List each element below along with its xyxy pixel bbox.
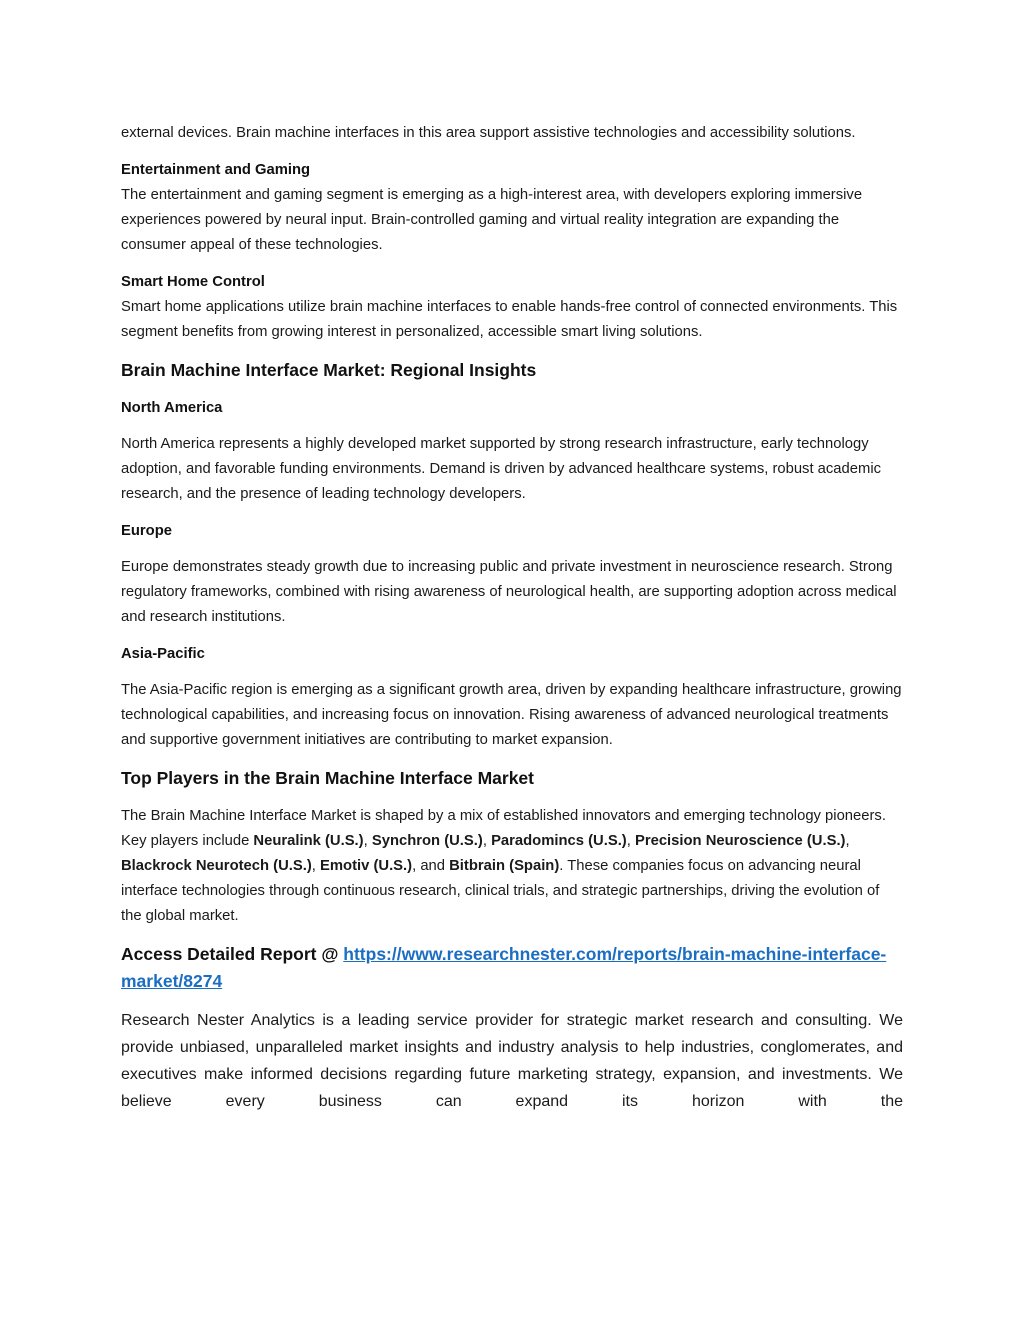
heading-smart-home-control: Smart Home Control: [121, 274, 265, 290]
top-players-text-segment: ,: [363, 833, 372, 849]
paragraph-asia-pacific: The Asia-Pacific region is emerging as a significant growth area, driven by expanding healthcare infrastructure, growing technological capabilities, and increasing focus on innovation. Rising awareness of advanced neurological treatments and supportive government initiatives are contributing to market expansion.: [121, 682, 902, 748]
company-name-neuralink: Neuralink (U.S.): [253, 833, 364, 849]
paragraph-north-america: North America represents a highly developed market supported by strong research infrastructure, early technology adoption, and favorable funding environments. Demand is driven by advanced healthcare systems, robust academic research, and the presence of leading technology developers.: [121, 436, 882, 502]
company-name-synchron: Synchron (U.S.): [371, 833, 483, 849]
continuation-paragraph: external devices. Brain machine interfaces in this area support assistive technologies and accessibility solutions.: [121, 125, 856, 141]
company-name-precision-neuroscience: Precision Neuroscience (U.S.): [634, 833, 846, 849]
company-name-paradomincs: Paradomincs (U.S.): [491, 833, 627, 849]
subheading-asia-pacific: Asia-Pacific: [121, 646, 205, 662]
access-report-heading: [121, 941, 903, 995]
company-name-bitbrain: Bitbrain (Spain): [449, 858, 560, 874]
top-players-text-segment: ,: [311, 858, 321, 874]
paragraph-about-research-nester: Research Nester Analytics is a leading service provider for strategic market research and consulting. We provide unbiased, unparalleled market insights and industry analysis to help industries, conglomerates, and executives make informed decisions regarding future marketing strategy, expansion, and investments. We believe every business can expand its horizon with the: [121, 1012, 903, 1110]
top-players-text-segment: , and: [412, 858, 450, 874]
company-name-emotiv: Emotiv (U.S.): [320, 858, 413, 874]
top-players-text-segment: ,: [845, 833, 850, 849]
paragraph-entertainment-and-gaming: The entertainment and gaming segment is emerging as a high-interest area, with developers exploring immersive experiences powered by neural input. Brain-controlled gaming and virtual reality integration are expanding the consumer appeal of these technologies.: [121, 187, 863, 253]
paragraph-europe: Europe demonstrates steady growth due to increasing public and private investment in neuroscience research. Strong regulatory frameworks, combined with rising awareness of neurological health, are supporting adoption across medical and research institutions.: [121, 559, 897, 625]
top-players-text-segment: ,: [482, 833, 492, 849]
top-players-text-segment: . These companies focus on advancing neural interface technologies through continuous research, clinical trials, and strategic partnerships, driving the evolution of the global market.: [121, 858, 880, 924]
paragraph-smart-home-control: Smart home applications utilize brain machine interfaces to enable hands-free control of connected environments. This segment benefits from growing interest in personalized, accessible smart living solutions.: [121, 299, 898, 340]
access-report-label: Access Detailed Report @: [121, 944, 344, 964]
report-link[interactable]: https://www.researchnester.com/reports/brain-machine-interface-market/8274: [121, 944, 887, 991]
subheading-europe: Europe: [121, 523, 172, 539]
subheading-north-america: North America: [121, 400, 223, 416]
paragraph-top-players: [121, 804, 903, 929]
top-players-text-segment: The Brain Machine Interface Market is shaped by a mix of established innovators and emerging technology pioneers. Key players include: [121, 808, 886, 849]
company-name-blackrock-neurotech: Blackrock Neurotech (U.S.): [121, 858, 312, 874]
heading-entertainment-and-gaming: Entertainment and Gaming: [121, 162, 311, 178]
section-heading-top-players: Top Players in the Brain Machine Interface Market: [121, 768, 534, 788]
top-players-text-segment: ,: [626, 833, 635, 849]
section-heading-regional-insights: Brain Machine Interface Market: Regional Insights: [121, 360, 537, 380]
